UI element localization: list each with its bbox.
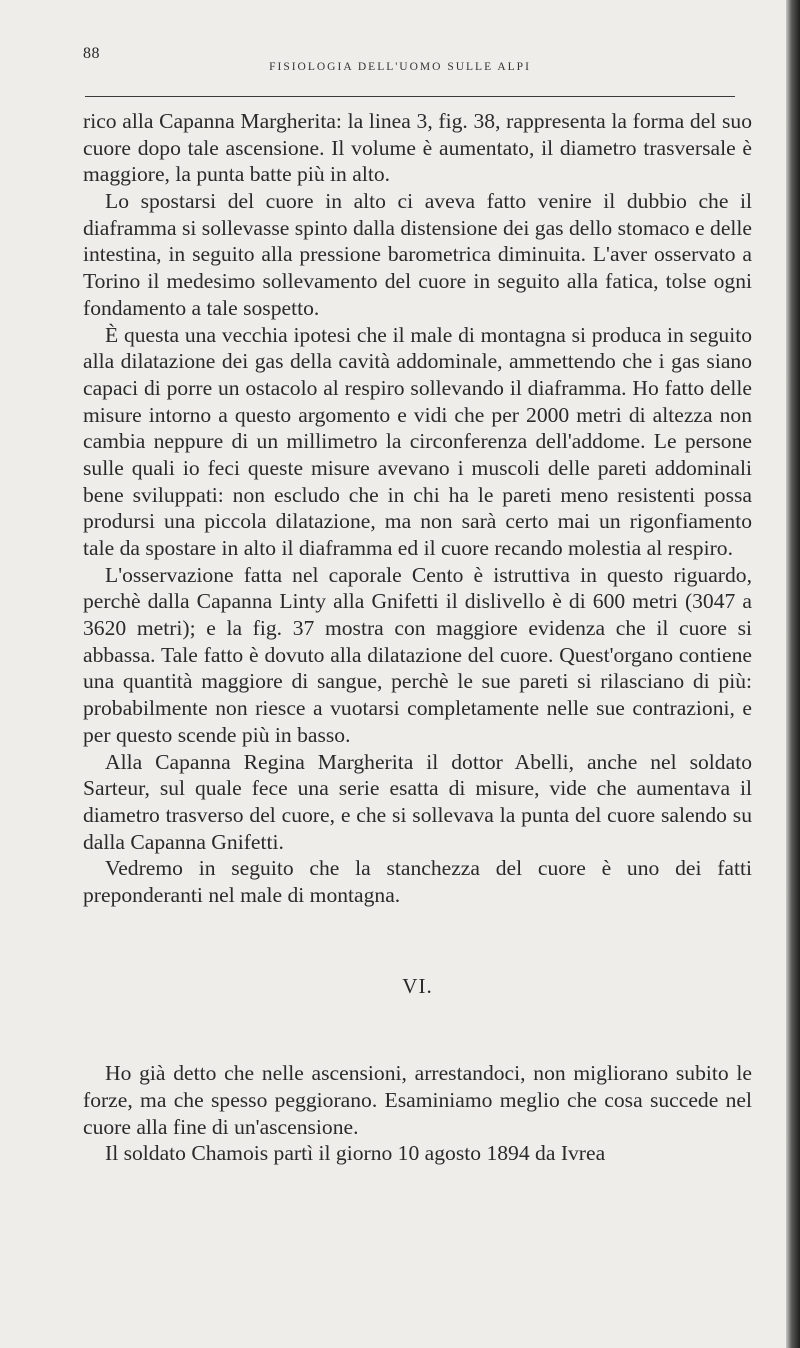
page-edge: [786, 0, 800, 1348]
header-rule: [85, 96, 735, 97]
body-text: [83, 108, 752, 1167]
paragraph: Vedremo in seguito che la stanchezza del cuore è uno dei fatti preponderanti nel male di montagna.: [83, 856, 752, 907]
paragraph: Alla Capanna Regina Margherita il dottor Abelli, anche nel soldato Sarteur, sul quale fece una serie esatta di misure, vide che aumentava il diametro trasverso del cuore, e che si sollevava la punta del cuore salendo su dalla Capanna Gnifetti.: [83, 749, 752, 854]
paragraph: Lo spostarsi del cuore in alto ci aveva fatto venire il dubbio che il diaframma si sollevasse spinto dalla distensione dei gas dello stomaco e delle intestina, in seguito alla pressione barometrica diminuita. L'aver osservato a Torino il medesimo sollevamento del cuore in seguito alla fatica, tolse ogni fondamento a tale sospetto.: [83, 189, 752, 320]
paragraph: È questa una vecchia ipotesi che il male di montagna si produca in seguito alla dilatazione dei gas della cavità addominale, ammettendo che i gas siano capaci di porre un ostacolo al respiro sollevando il diaframma. Ho fatto delle misure intorno a questo argomento e vidi che per 2000 metri di altezza non cambia neppure di un millimetro la circonferenza dell'addome. Le persone sulle quali io feci queste misure avevano i muscoli delle pareti addominali bene sviluppati: non escludo che in chi ha le pareti meno resistenti possa prodursi una piccola dilatazione, ma non sarà certo mai un rigonfiamento tale da spostare in alto il diaframma ed il cuore recando molestia al respiro.: [83, 322, 752, 560]
paragraph: Ho già detto che nelle ascensioni, arrestandoci, non migliorano subito le forze, ma che spesso peggiorano. Esaminiamo meglio che cosa succede nel cuore alla fine di un'ascensione.: [83, 1061, 752, 1139]
section-heading: VI.: [402, 973, 433, 998]
paragraph: L'osservazione fatta nel caporale Cento è istruttiva in questo riguardo, perchè dalla Capanna Linty alla Gnifetti il dislivello è di 600 metri (3047 a 3620 metri); e la fig. 37 mostra con maggiore evidenza che il cuore si abbassa. Tale fatto è dovuto alla dilatazione del cuore. Quest'organo contiene una quantità maggiore di sangue, perchè le sue pareti si rilasciano di più: probabilmente non riesce a vuotarsi completamente nelle sue contrazioni, e per questo scende più in basso.: [83, 562, 752, 747]
page-number: 88: [83, 45, 100, 62]
running-head: FISIOLOGIA DELL'UOMO SULLE ALPI: [269, 61, 531, 73]
paragraph: Il soldato Chamois partì il giorno 10 agosto 1894 da Ivrea: [105, 1141, 606, 1166]
paragraph: rico alla Capanna Margherita: la linea 3, fig. 38, rappresenta la forma del suo cuore dopo tale ascensione. Il volume è aumentato, il diametro trasversale è maggiore, la punta batte più in alto.: [83, 109, 752, 187]
